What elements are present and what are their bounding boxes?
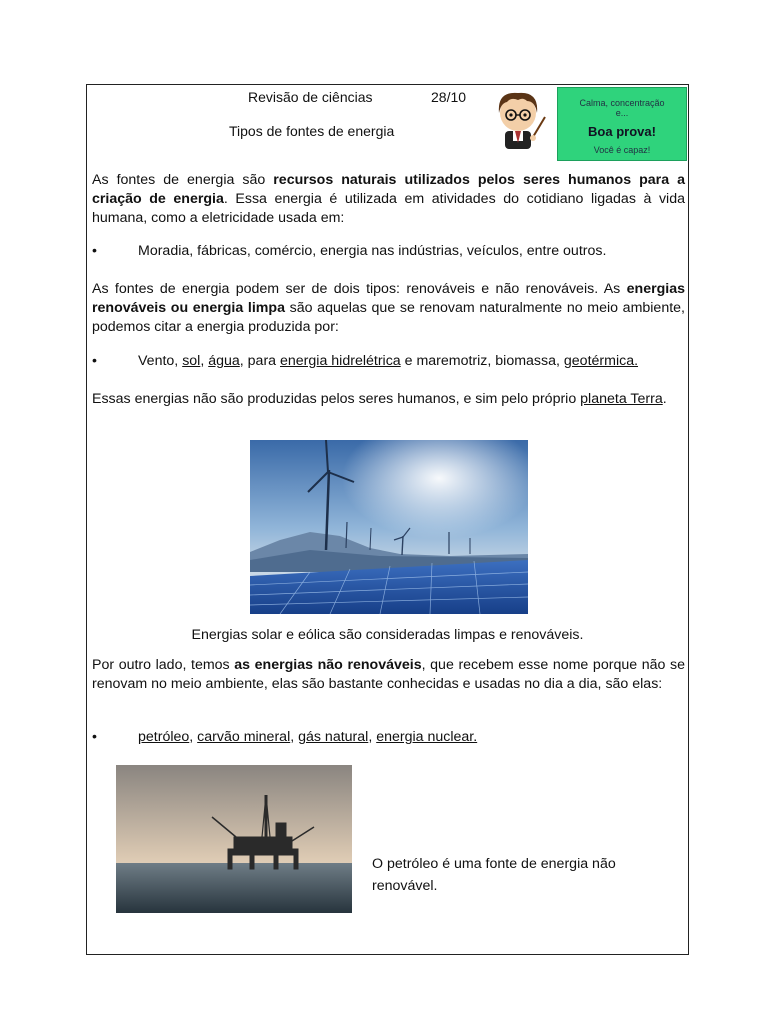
link-sol[interactable]: sol <box>182 353 201 369</box>
paragraph-nonrenewables <box>92 656 685 694</box>
bullet-dot: • <box>92 243 97 259</box>
sticker-line-4: Você é capaz! <box>593 145 651 155</box>
text-span: , <box>368 729 377 745</box>
paragraph-types <box>92 280 685 337</box>
link-energia-hidreletrica[interactable]: energia hidrelétrica <box>280 353 401 369</box>
text-span: são aquelas que se renovam naturalmente no meio ambiente, podemos citar a energia produzida por: <box>92 300 685 335</box>
text-span: . Essa energia é utilizada em atividades do cotidiano ligadas à vida humana, como a eletricidade usada em: <box>92 191 685 226</box>
bold-span: as energias não renováveis <box>234 657 422 673</box>
link-gas-natural[interactable]: gás natural <box>298 729 369 745</box>
text-span: Essas energias não são produzidas pelos seres humanos, e sim pelo próprio <box>92 391 581 407</box>
page-date: 28/10 <box>431 89 467 105</box>
text-span: , <box>290 729 299 745</box>
link-carvao-mineral[interactable]: carvão mineral <box>197 729 291 745</box>
link-agua[interactable]: água <box>208 353 240 369</box>
text-span: Vento, <box>138 353 183 369</box>
bullet-text <box>138 352 638 371</box>
sticker-line-3: Boa prova! <box>588 124 656 139</box>
link-petroleo[interactable]: petróleo <box>138 729 190 745</box>
text-span: , que recebem esse nome porque não se renovam no meio ambiente, elas são bastante conhecidas e usadas no dia a dia, são elas: <box>92 657 685 692</box>
link-geotermica[interactable]: geotérmica. <box>563 353 639 369</box>
sticker-line-1: Calma, concentração <box>579 98 665 108</box>
text-span: , <box>189 729 198 745</box>
oil-platform-caption: O petróleo é uma fonte de energia não renovável. <box>372 856 616 894</box>
paragraph-earth <box>92 390 685 409</box>
oil-platform-photo <box>116 765 352 913</box>
text-span: As fontes de energia são <box>92 172 274 188</box>
link-energia-nuclear[interactable]: energia nuclear. <box>376 729 478 745</box>
solar-wind-photo <box>250 440 528 614</box>
bold-span: energias renováveis ou energia limpa <box>92 281 685 316</box>
bullet-dot: • <box>92 353 97 369</box>
bullet-dot: • <box>92 729 97 745</box>
text-span: Por outro lado, temos <box>92 657 235 673</box>
text-span: e maremotriz, biomassa, <box>400 353 564 369</box>
bullet-text <box>138 728 477 747</box>
wizard-cartoon-image <box>487 87 549 153</box>
sticker-line-2: e... <box>615 108 629 118</box>
text-span: . <box>662 391 667 407</box>
link-planeta-terra[interactable]: planeta Terra <box>580 391 663 407</box>
bullet-text: Moradia, fábricas, comércio, energia nas indústrias, veículos, entre outros. <box>138 243 607 259</box>
page-title: Revisão de ciências <box>248 89 373 105</box>
bold-span: recursos naturais utilizados pelos seres humanos para a criação de energia <box>92 172 686 207</box>
paragraph-intro <box>92 171 685 228</box>
good-luck-sticker <box>557 87 687 161</box>
text-span: , <box>200 353 209 369</box>
worksheet-page <box>86 84 689 955</box>
page-subtitle: Tipos de fontes de energia <box>229 123 395 139</box>
text-span: As fontes de energia podem ser de dois tipos: renováveis e não renováveis. As <box>92 281 627 297</box>
text-span: , para <box>239 353 281 369</box>
solar-wind-caption: Energias solar e eólica são consideradas limpas e renováveis. <box>191 627 584 643</box>
